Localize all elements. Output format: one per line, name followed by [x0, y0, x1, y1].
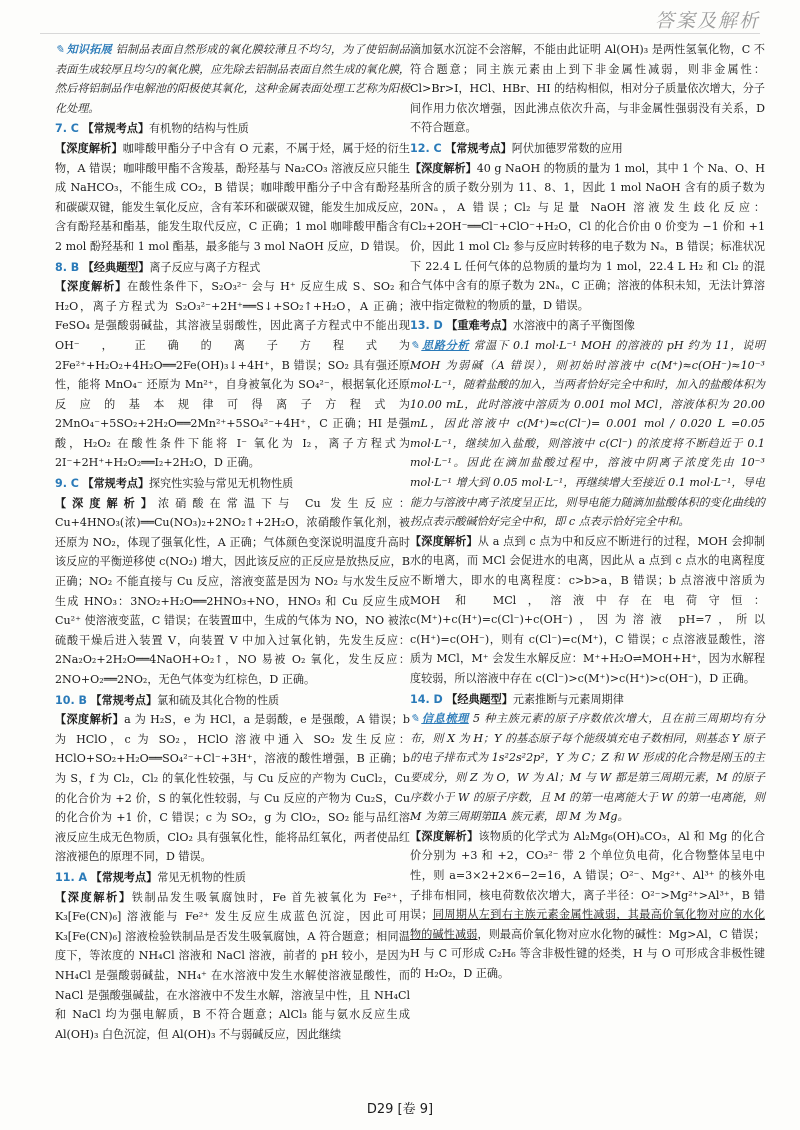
question-topic: 氯和硫及其化合物的性质 [157, 693, 280, 707]
question-topic: 元素推断与元素周期律 [512, 692, 624, 706]
question-topic: 探究性实验与常见无机物性质 [149, 477, 294, 491]
left-column [55, 40, 410, 1045]
question-tag: 【常规考点】 [90, 693, 158, 707]
analysis-text: 从 a 点到 c 点为中和反应不断进行的过程，MOH 会抑制水的电离，而 MCl 会促进水的电离，因此从 a 点到 c 点水的电离程度不断增大，即水的电离程度：c>b>a，B 错误；b 点溶液中溶质为 MOH 和 MCl，溶液中存在电荷守恒：c(M⁺)+c(H⁺)=c(Cl⁻)+c(OH⁻)，因为溶液 pH=7，所以 c(H⁺)=c(OH⁻)，则有 c(Cl⁻)=c(M⁺)，C 错误；c 点溶液显酸性，溶质为 MCl，M⁺ 会发生水解反应：M⁺+H₂O⇌MOH+H⁺，因为水解程度较弱，所以溶液中存在 c(Cl⁻)>c(M⁺)>c(H⁺)>c(OH⁻)，D 正确。 [410, 534, 765, 685]
analysis-text: 滴加氨水沉淀不会溶解，不能由此证明 Al(OH)₃ 是两性氢氧化物，C 不符合题意；同主族元素由上到下非金属性减弱，则非金属性：Cl>Br>I，HCl、HBr、HI 的结构相似，相对分子质量依次增大，分子间作用力依次增强，因此沸点依次升高，与非金属性强弱没有关系，D 不符合题意。 [410, 43, 765, 135]
analysis-text: 在酸性条件下，S₂O₃²⁻ 会与 H⁺ 反应生成 S、SO₂ 和 H₂O，离子方程式为 S₂O₃²⁻+2H⁺══S↓+SO₂↑+H₂O，A 正确；FeSO₄ 是强酸弱碱盐，其溶液呈弱酸性，因此离子方程式中不能出现 OH⁻，正确的离子方程式为 2Fe²⁺+H₂O₂+4H₂O══2Fe(OH)₃↓+4H⁺，B 错误；SO₂ 具有强还原性，能将 MnO₄⁻ 还原为 Mn²⁺，自身被氧化为 SO₄²⁻，根据氧化还原反应的基本规律可得离子方程式为 2MnO₄⁻+5SO₂+2H₂O══2Mn²⁺+5SO₄²⁻+4H⁺，C 正确；HI 是强酸，H₂O₂ 在酸性条件下能将 I⁻ 氧化为 I₂，离子方程式为 2I⁻+2H⁺+H₂O₂══I₂+2H₂O，D 正确。 [55, 280, 410, 470]
question-topic: 水溶液中的离子平衡图像 [512, 319, 635, 333]
analysis-text-end: ，则最高价氧化物对应水化物的碱性：Mg>Al，C 错误；H 与 C 可形成 C₂H₆ 等含非极性键的烃类，H 与 O 可形成含非极性键的 H₂O₂，D 正确。 [410, 927, 765, 980]
info-summary-text: 5 种主族元素的原子序数依次增大，且在前三周期均有分布，则 X 为 H；Y 的基态原子每个能级填充电子数相同，则基态 Y 原子的电子排布式为 1s²2s²2p²，Y 为 C；Z 和 W 形成的化合物是刚玉的主要成分，则 Z 为 O，W 为 Al；M 与 W 都是第三周期元素，M 的原子序数小于 W 的原子序数，且 M 的第一电离能大于 W 的第一电离能，则 M 为第三周期第ⅡA 族元素，即 M 为 Mg。 [410, 712, 765, 824]
knowledge-expansion-note [55, 40, 410, 118]
page-header-title: 答案及解析 [654, 10, 760, 32]
question-tag: 【重难考点】 [446, 319, 513, 333]
question-topic: 常见无机物的性质 [157, 870, 246, 884]
key-point-underlined: 同周期从左到右主族元素金属性减弱，其最高价氧化物对应的水化物的碱性减弱 [410, 908, 765, 941]
answer-number: 13. D [410, 319, 443, 333]
analysis-label: 【深度解析】 [55, 713, 125, 727]
analysis-text: a 为 H₂S，e 为 HCl，a 是弱酸，e 是强酸，A 错误；b 为 HClO，c 为 SO₂，HClO 溶液中通入 SO₂ 发生反应：HClO+SO₂+H₂O══SO₄²⁻+Cl⁻+3H⁺，溶液的酸性增强，B 正确；b 为 S，f 为 Cl₂，Cl₂ 的氧化性较强，与 Cu 反应的产物为 CuCl₂，Cu 的化合价为 +2 价，S 的氧化性较弱，与 Cu 反应的产物为 Cu₂S，Cu 的化合价为 +1 价，C 错误；c 为 SO₂，g 为 ClO₂，SO₂ 能与品红溶液反应生成无色物质，ClO₂ 具有强氧化性，能将品红氧化，两者使品红溶液褪色的原理不同，D 错误。 [55, 713, 410, 864]
thinking-analysis-text: 常温下 0.1 mol·L⁻¹ MOH 的溶液的 pH 约为 11，说明 MOH 为弱碱（A 错误），则初始时溶液中 c(M⁺)≈c(OH⁻)≈10⁻³ mol·L⁻¹，随着盐酸的加入，当两者恰好完全中和时，加入的盐酸体积为 10.00 mL，此时溶液中溶质为 0.001 mol MCl，溶液体积为 20.00 mL，因此溶液中 c(M⁺)≈c(Cl⁻)= 0.001 mol / 0.020 L =0.05 mol·L⁻¹，继续加入盐酸，则溶液中 c(Cl⁻) 的浓度将不断趋近于 0.1 mol·L⁻¹。因此在滴加盐酸过程中，溶液中阴离子浓度先由 10⁻³ mol·L⁻¹ 增大到 0.05 mol·L⁻¹，再继续增大至接近 0.1 mol·L⁻¹，导电能力与溶液中离子浓度呈正比，则导电能力随滴加盐酸体积的变化曲线的拐点表示酸碱恰好完全中和，即 c 点表示恰好完全中和。 [410, 338, 766, 529]
answer-number: 10. B [55, 693, 87, 707]
answer-11 [55, 868, 410, 1044]
question-tag: 【常规考点】 [90, 870, 158, 884]
header-divider [40, 33, 760, 34]
pen-icon: ✎ [410, 338, 420, 352]
answer-13 [410, 316, 765, 688]
thinking-analysis-label: 思路分析 [421, 338, 470, 352]
knowledge-label: 知识拓展 [66, 43, 112, 56]
pen-icon: ✎ [410, 712, 420, 726]
answer-12 [410, 139, 765, 315]
analysis-label: 【深度解析】 [55, 141, 123, 155]
answer-number: 12. C [410, 141, 442, 155]
question-topic: 阿伏加德罗常数的应用 [511, 141, 623, 155]
right-column [410, 40, 765, 985]
pen-icon: ✎ [55, 43, 65, 56]
knowledge-text: 铝制品表面自然形成的氧化膜较薄且不均匀，为了使铝制品表面生成较厚且均匀的氧化膜，应先除去铝制品表面自然生成的氧化膜，然后将铝制品作电解池的阳极使其氧化，这种金属表面处理工艺称为阳极化处理。 [55, 43, 411, 115]
answer-7 [55, 119, 410, 256]
analysis-text: 40 g NaOH 的物质的量为 1 mol，其中 1 个 Na、O、H 所含的质子数分别为 11、8、1，因此 1 mol NaOH 含有的质子数为 20Nₐ，A 错误；Cl₂ 与足量 NaOH 溶液发生歧化反应：Cl₂+2OH⁻══Cl⁻+ClO⁻+H₂O，Cl 的化合价由 0 价变为 −1 价和 +1 价，因此 1 mol Cl₂ 参与反应时转移的电子数为 Nₐ，B 错误；标准状况下 22.4 L 任何气体的总物质的量均为 1 mol，22.4 L H₂ 和 Cl₂ 的混合气体中含有的原子数为 2Nₐ，C 正确；溶液的体积未知，无法计算溶液中指定微粒的物质的量，D 错误。 [410, 161, 765, 312]
analysis-label: 【深度解析】 [410, 534, 478, 548]
analysis-text: 咖啡酸甲酯分子中含有 O 元素，不属于烃，属于烃的衍生物，A 错误；咖啡酸甲酯不含羧基，酚羟基与 Na₂CO₃ 溶液反应只能生成 NaHCO₃，不能生成 CO₂，B 错误；咖啡酸甲酯分子中含有酚羟基和碳碳双键，能发生氧化反应，含有苯环和碳碳双键，能发生加成反应，含有酚羟基和酯基，能发生取代反应，C 正确；1 mol 咖啡酸甲酯含有 2 mol 酚羟基和 1 mol 酯基，最多能与 3 mol NaOH 反应，D 错误。 [55, 141, 411, 253]
answer-11-continued [410, 40, 765, 138]
question-tag: 【常规考点】 [82, 477, 150, 491]
answer-number: 8. B [55, 260, 80, 274]
answer-8 [55, 258, 410, 474]
analysis-label: 【深度解析】 [55, 280, 128, 294]
analysis-label: 【深度解析】 [55, 496, 159, 510]
answer-9 [55, 474, 410, 690]
question-tag: 【经典题型】 [82, 260, 150, 274]
analysis-text: 该物质的化学式为 Al₂Mg₆(OH)ₐCO₃，Al 和 Mg 的化合价分别为 +3 和 +2，CO₃²⁻ 带 2 个单位负电荷，化合物整体呈电中性，则 a=3×2+2×6−2=16，A 错误；O²⁻、Mg²⁺、Al³⁺ 的核外电子排布相同，核电荷数依次增大，离子半径：O²⁻>Mg²⁺>Al³⁺，B 错误； [410, 829, 765, 922]
question-topic: 离子反应与离子方程式 [149, 260, 261, 274]
analysis-label: 【深度解析】 [55, 890, 132, 904]
analysis-text: 铁制品发生吸氧腐蚀时，Fe 首先被氧化为 Fe²⁺，K₃[Fe(CN)₆] 溶液能与 Fe²⁺ 发生反应生成蓝色沉淀，因此可用 K₃[Fe(CN)₆] 溶液检验铁制品是否发生吸氧腐蚀，A 符合题意；相同温度下，等浓度的 NH₄Cl 溶液和 NaCl 溶液，前者的 pH 较小，是因为 NH₄Cl 是强酸弱碱盐，NH₄⁺ 在水溶液中发生水解使溶液显酸性，而 NaCl 是强酸强碱盐，在水溶液中不发生水解，溶液呈中性，且 NH₄Cl 和 NaCl 均为强电解质，B 不符合题意；AlCl₃ 能与氨水反应生成 Al(OH)₃ 白色沉淀，但 Al(OH)₃ 不与弱碱反应，因此继续 [55, 890, 410, 1041]
analysis-label: 【深度解析】 [410, 161, 477, 175]
thinking-analysis [410, 339, 765, 528]
question-tag: 【常规考点】 [445, 141, 512, 155]
analysis-label: 【深度解析】 [410, 829, 479, 843]
question-tag: 【常规考点】 [82, 122, 150, 136]
question-topic: 有机物的结构与性质 [149, 122, 249, 136]
page-number: D29 [卷 9] [366, 1102, 434, 1117]
answer-number: 9. C [55, 477, 79, 491]
answer-10 [55, 691, 410, 867]
answer-number: 11. A [55, 870, 88, 884]
question-tag: 【经典题型】 [446, 692, 513, 706]
analysis-text: 浓硝酸在常温下与 Cu 发生反应：Cu+4HNO₃(浓)══Cu(NO₃)₂+2NO₂↑+2H₂O，浓硝酸作氧化剂，被还原为 NO₂，体现了强氧化性，A 正确；气体颜色变深说明温度升高时该反应的平衡逆移使 c(NO₂) 增大，因此该反应的正反应是放热反应，B 正确；NO₂ 不能直接与 Cu 反应，溶液变蓝是因为 NO₂ 与水发生反应生成 HNO₃：3NO₂+H₂O══2HNO₃+NO，HNO₃ 和 Cu 反应生成 Cu²⁺ 使溶液变蓝，C 错误；在装置Ⅲ中，生成的气体为 NO，NO 被浓硫酸干燥后进入装置 V，向装置 V 中加入过氧化钠，先发生反应：2Na₂O₂+2H₂O══4NaOH+O₂↑，NO 易被 O₂ 氧化，发生反应：2NO+O₂══2NO₂，无色气体变为红棕色，D 正确。 [55, 496, 410, 686]
info-summary-label: 信息梳理 [421, 712, 469, 726]
info-summary [410, 712, 765, 823]
answer-number: 14. D [410, 692, 443, 706]
answer-14 [410, 690, 765, 984]
answer-number: 7. C [55, 122, 79, 136]
